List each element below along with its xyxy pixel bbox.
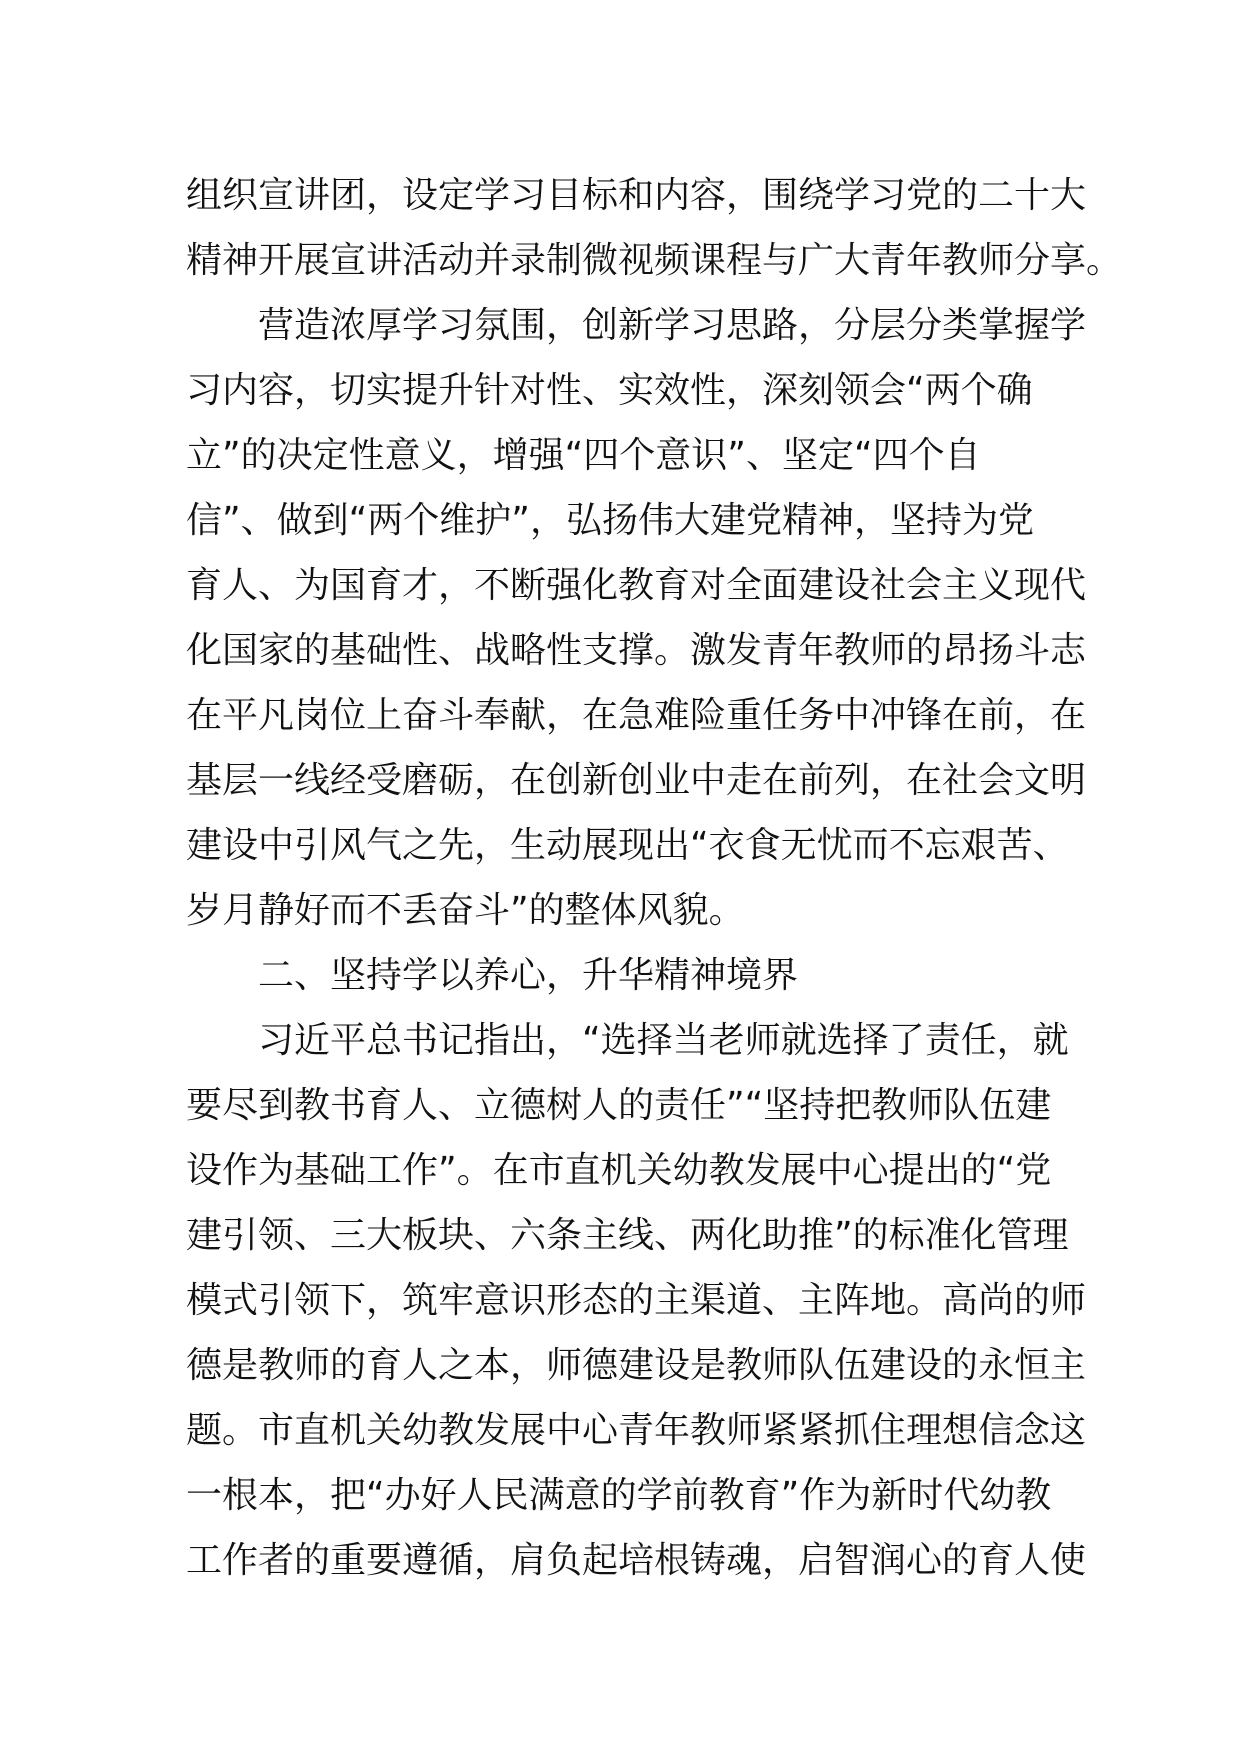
text-line: 要尽到教书育人、立德树人的责任”“坚持把教师队伍建 <box>186 1085 1052 1126</box>
document-body <box>186 163 1123 1593</box>
text-line: 习内容，切实提升针对性、实效性，深刻领会“两个确 <box>186 370 1033 411</box>
section-heading: 二、坚持学以养心，升华精神境界 <box>258 955 799 996</box>
paragraph-start-line: 营造浓厚学习氛围，创新学习思路，分层分类掌握学 <box>258 305 1087 346</box>
text-line: 德是教师的育人之本，师德建设是教师队伍建设的永恒主 <box>186 1345 1087 1386</box>
text-line: 组织宣讲团，设定学习目标和内容，围绕学习党的二十大 <box>186 175 1087 216</box>
text-line: 基层一线经受磨砺，在创新创业中走在前列，在社会文明 <box>186 760 1087 801</box>
text-line: 在平凡岗位上奋斗奉献，在急难险重任务中冲锋在前，在 <box>186 695 1087 736</box>
text-line: 信”、做到“两个维护”，弘扬伟大建党精神，坚持为党 <box>186 500 1034 541</box>
text-line: 立”的决定性意义，增强“四个意识”、坚定“四个自 <box>186 435 981 476</box>
text-line: 工作者的重要遵循，肩负起培根铸魂，启智润心的育人使 <box>186 1540 1087 1581</box>
text-line: 岁月静好而不丢奋斗”的整体风貌。 <box>186 890 745 931</box>
text-line: 题。市直机关幼教发展中心青年教师紧紧抓住理想信念这 <box>186 1410 1087 1451</box>
text-line: 精神开展宣讲活动并录制微视频课程与广大青年教师分享。 <box>186 240 1123 281</box>
text-line: 育人、为国育才，不断强化教育对全面建设社会主义现代 <box>186 565 1087 606</box>
text-line: 建引领、三大板块、六条主线、两化助推”的标准化管理 <box>186 1215 1069 1256</box>
text-line: 设作为基础工作”。在市直机关幼教发展中心提出的“党 <box>186 1150 1052 1191</box>
text-line: 建设中引风气之先，生动展现出“衣食无忧而不忘艰苦、 <box>186 825 1069 866</box>
paragraph-start-line: 习近平总书记指出，“选择当老师就选择了责任，就 <box>258 1020 1069 1061</box>
text-line: 一根本，把“办好人民满意的学前教育”作为新时代幼教 <box>186 1475 1052 1516</box>
text-line: 模式引领下，筑牢意识形态的主渠道、主阵地。高尚的师 <box>186 1280 1087 1321</box>
text-line: 化国家的基础性、战略性支撑。激发青年教师的昂扬斗志 <box>186 630 1087 671</box>
